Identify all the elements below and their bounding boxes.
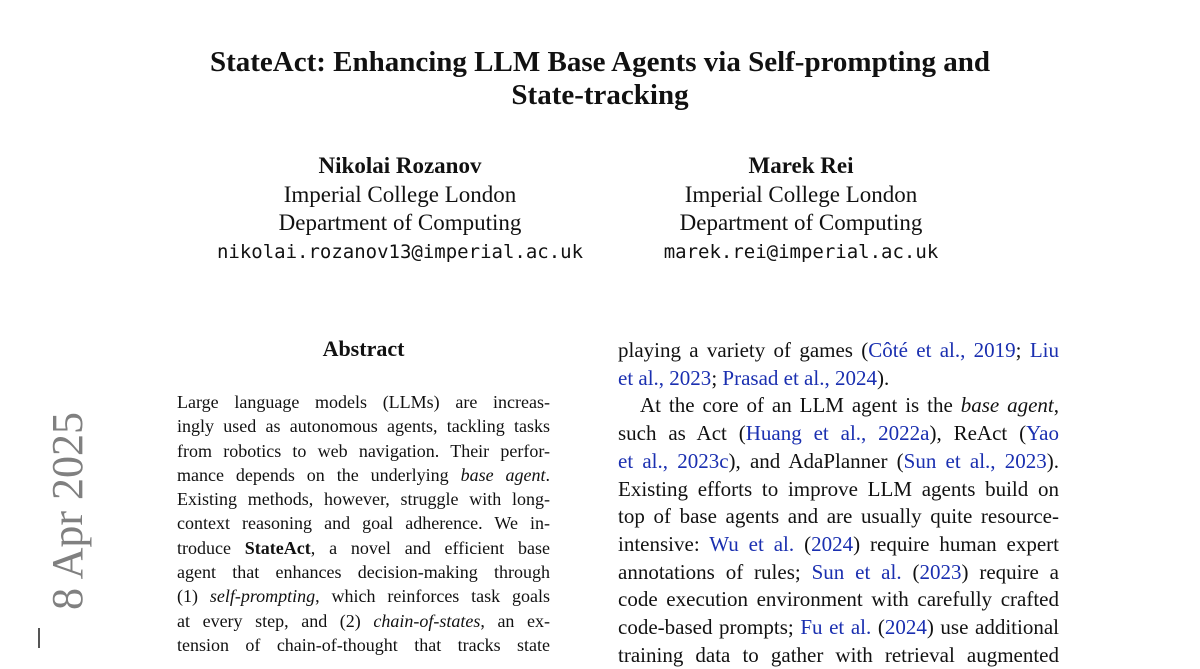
abstract-line: from robotics to web navigation. Their perfor- <box>177 440 550 461</box>
citation-link[interactable]: Prasad et al., 2024 <box>722 365 877 390</box>
text-run: ), and AdaPlanner ( <box>728 448 904 473</box>
text-run: ; <box>1015 338 1030 362</box>
abstract-line: Existing methods, however, struggle with long- <box>177 489 550 510</box>
text-run: ) use additional <box>926 615 1059 640</box>
abstract-line <box>177 584 550 608</box>
abstract-line <box>177 609 550 633</box>
citation-link[interactable]: Yao <box>1026 421 1059 446</box>
text-run: such as Act ( <box>618 421 746 446</box>
citation-link[interactable]: 2024 <box>811 531 854 556</box>
body-line <box>618 448 1059 476</box>
author-name: Nikolai Rozanov <box>318 153 482 178</box>
abstract-body <box>177 390 550 657</box>
text-run: ( <box>871 615 885 640</box>
text-run: , <box>1053 393 1059 418</box>
text-run: , an ex- <box>480 610 551 631</box>
body-line: training data to gather with retrieval augmented <box>618 642 1059 667</box>
abstract-line <box>177 463 550 487</box>
paper-title <box>0 46 1200 112</box>
text-run: playing a variety of games ( <box>618 338 869 362</box>
citation-link[interactable]: Huang et al., 2022a <box>745 421 930 446</box>
body-line <box>618 531 1059 559</box>
text-run: ( <box>901 559 920 584</box>
abstract-line: context reasoning and goal adherence. We in- <box>177 513 550 534</box>
text-run: ). <box>1046 448 1059 473</box>
citation-link[interactable]: 2023 <box>919 559 962 584</box>
author-block-2 <box>601 152 1001 266</box>
citation-link[interactable]: Wu et al. <box>709 531 795 556</box>
text-run: ; <box>711 365 723 390</box>
text-run: annotations of rules; <box>618 559 812 584</box>
author-department: Department of Computing <box>278 210 522 235</box>
text-run: ) require human expert <box>853 531 1059 556</box>
title-line-1: StateAct: Enhancing LLM Base Agents via Self-prompting and <box>209 46 991 78</box>
text-run: At the core of an LLM agent is the <box>640 393 961 418</box>
arxiv-date-stamp: 8 Apr 2025 <box>43 412 92 610</box>
text-run: ) require a <box>961 559 1059 584</box>
citation-link[interactable]: et al., 2023 <box>618 365 712 390</box>
abstract-line: Large language models (LLMs) are increas- <box>177 392 550 412</box>
author-block-1 <box>200 152 600 266</box>
author-department: Department of Computing <box>679 210 923 235</box>
body-line: code execution environment with carefully crafted <box>618 587 1059 612</box>
author-affiliation: Imperial College London <box>283 181 517 207</box>
title-line-2: State-tracking <box>511 79 689 111</box>
body-line: top of base agents and are usually quite resource- <box>618 504 1059 529</box>
emphasis: self-prompting <box>209 586 316 607</box>
author-affiliation: Imperial College London <box>684 181 918 207</box>
body-line <box>618 365 1059 393</box>
text-run: ( <box>794 531 812 556</box>
emphasis: base agent <box>460 464 546 485</box>
citation-link[interactable]: Sun et al. <box>811 559 902 584</box>
intro-column <box>618 337 1059 669</box>
citation-link[interactable]: Liu <box>1029 338 1059 362</box>
author-email[interactable]: marek.rei@imperial.ac.uk <box>663 240 939 263</box>
abstract-heading: Abstract <box>322 336 405 361</box>
abstract-line <box>177 536 550 560</box>
citation-link[interactable]: Côté et al., 2019 <box>868 338 1016 362</box>
text-run: intensive: <box>618 531 710 556</box>
emphasis: base agent <box>960 393 1054 418</box>
text-run: code-based prompts; <box>618 615 801 640</box>
citation-link[interactable]: Fu et al. <box>800 615 872 640</box>
citation-link[interactable]: 2024 <box>884 615 927 640</box>
method-name: StateAct <box>244 537 311 558</box>
body-line <box>618 559 1059 587</box>
body-line <box>618 420 1059 448</box>
arxiv-stamp-rule <box>38 628 40 648</box>
body-line <box>618 392 1059 420</box>
text-run: (1) <box>177 586 210 607</box>
text-run: troduce <box>177 537 245 558</box>
author-name: Marek Rei <box>748 153 854 178</box>
text-run: at every step, and (2) <box>177 610 374 631</box>
text-run: mance depends on the underlying <box>177 464 461 485</box>
body-line: Existing efforts to improve LLM agents build on <box>618 476 1059 501</box>
citation-link[interactable]: et al., 2023c <box>618 448 729 473</box>
abstract-line: ingly used as autonomous agents, tackling tasks <box>177 416 550 437</box>
emphasis: chain-of-states <box>373 610 481 631</box>
abstract-line: tension of chain-of-thought that tracks state <box>177 634 550 655</box>
text-run: , a novel and efficient base <box>310 537 550 558</box>
body-line <box>618 337 1059 365</box>
text-run: ). <box>876 365 890 390</box>
author-email[interactable]: nikolai.rozanov13@imperial.ac.uk <box>216 240 584 263</box>
text-run: ), ReAct ( <box>929 421 1027 446</box>
body-line <box>618 614 1059 642</box>
citation-link[interactable]: Sun et al., 2023 <box>903 448 1047 473</box>
text-run: , which reinforces task goals <box>315 586 550 607</box>
abstract-line: agent that enhances decision-making through <box>177 562 550 583</box>
text-run: . <box>545 464 550 485</box>
